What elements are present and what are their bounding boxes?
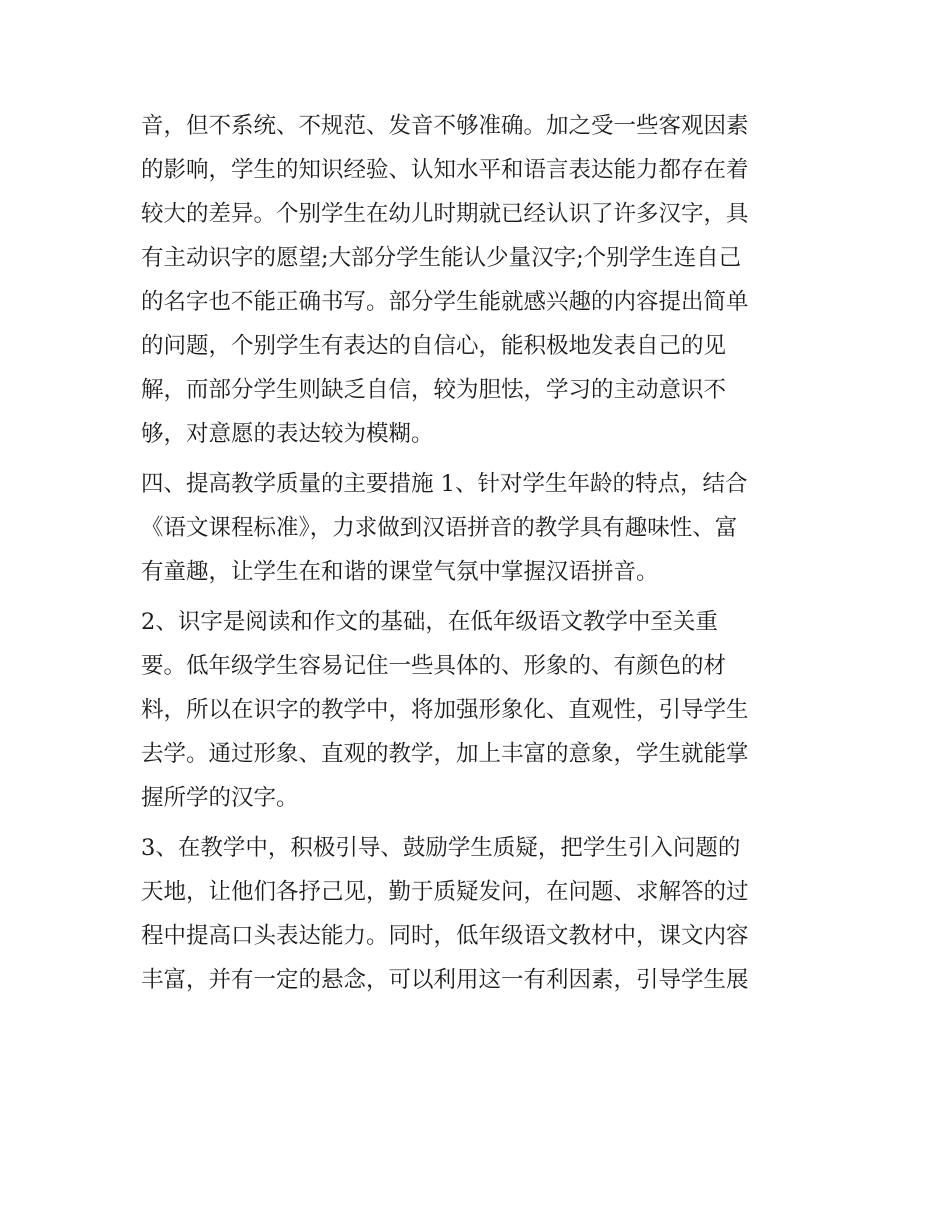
text-line: 程中提高口头表达能力。同时，低年级语文教材中，课文内容 bbox=[141, 923, 749, 949]
paragraph-measure-2 bbox=[141, 600, 821, 820]
text-line: 的问题，个别学生有表达的自信心，能积极地发表自己的见 bbox=[141, 333, 727, 359]
text-line: 天地，让他们各抒己见，勤于质疑发问，在问题、求解答的过 bbox=[141, 879, 749, 905]
text-line: 去学。通过形象、直观的教学，加上丰富的意象，学生就能掌 bbox=[141, 741, 749, 767]
text-line: 《语文课程标准》，力求做到汉语拼音的教学具有趣味性、富 bbox=[141, 515, 738, 541]
text-line: 够，对意愿的表达较为模糊。 bbox=[141, 421, 434, 447]
text-line: 料，所以在识字的教学中，将加强形象化、直观性，引导学生 bbox=[141, 697, 749, 723]
text-line: 解，而部分学生则缺乏自信，较为胆怯，学习的主动意识不 bbox=[141, 377, 727, 403]
text-line: 丰富，并有一定的悬念，可以利用这一有利因素，引导学生展 bbox=[141, 967, 749, 993]
text-line: 的名字也不能正确书写。部分学生能就感兴趣的内容提出简单 bbox=[141, 289, 749, 315]
text-line: 要。低年级学生容易记住一些具体的、形象的、有颜色的材 bbox=[141, 653, 727, 679]
text-line: 四、提高教学质量的主要措施 1、针对学生年龄的特点，结合 bbox=[141, 471, 748, 497]
text-line: 有童趣，让学生在和谐的课堂气氛中掌握汉语拼音。 bbox=[141, 559, 659, 585]
text-line: 有主动识字的愿望;大部分学生能认少量汉字;个别学生连自己 bbox=[141, 245, 742, 271]
text-line: 2、识字是阅读和作文的基础，在低年级语文教学中至关重 bbox=[141, 609, 718, 635]
text-line: 3、在教学中，积极引导、鼓励学生质疑，把学生引入问题的 bbox=[141, 835, 741, 861]
text-line: 音，但不系统、不规范、发音不够准确。加之受一些客观因素 bbox=[141, 113, 749, 139]
text-line: 的影响，学生的知识经验、认知水平和语言表达能力都存在着 bbox=[141, 157, 749, 183]
paragraph-measure-3 bbox=[141, 826, 821, 1002]
text-line: 较大的差异。个别学生在幼儿时期就已经认识了许多汉字，具 bbox=[141, 201, 749, 227]
paragraph-measures-heading bbox=[141, 462, 821, 594]
document-body bbox=[141, 104, 821, 1002]
text-line: 握所学的汉字。 bbox=[141, 785, 299, 811]
paragraph-student-analysis bbox=[141, 104, 821, 456]
